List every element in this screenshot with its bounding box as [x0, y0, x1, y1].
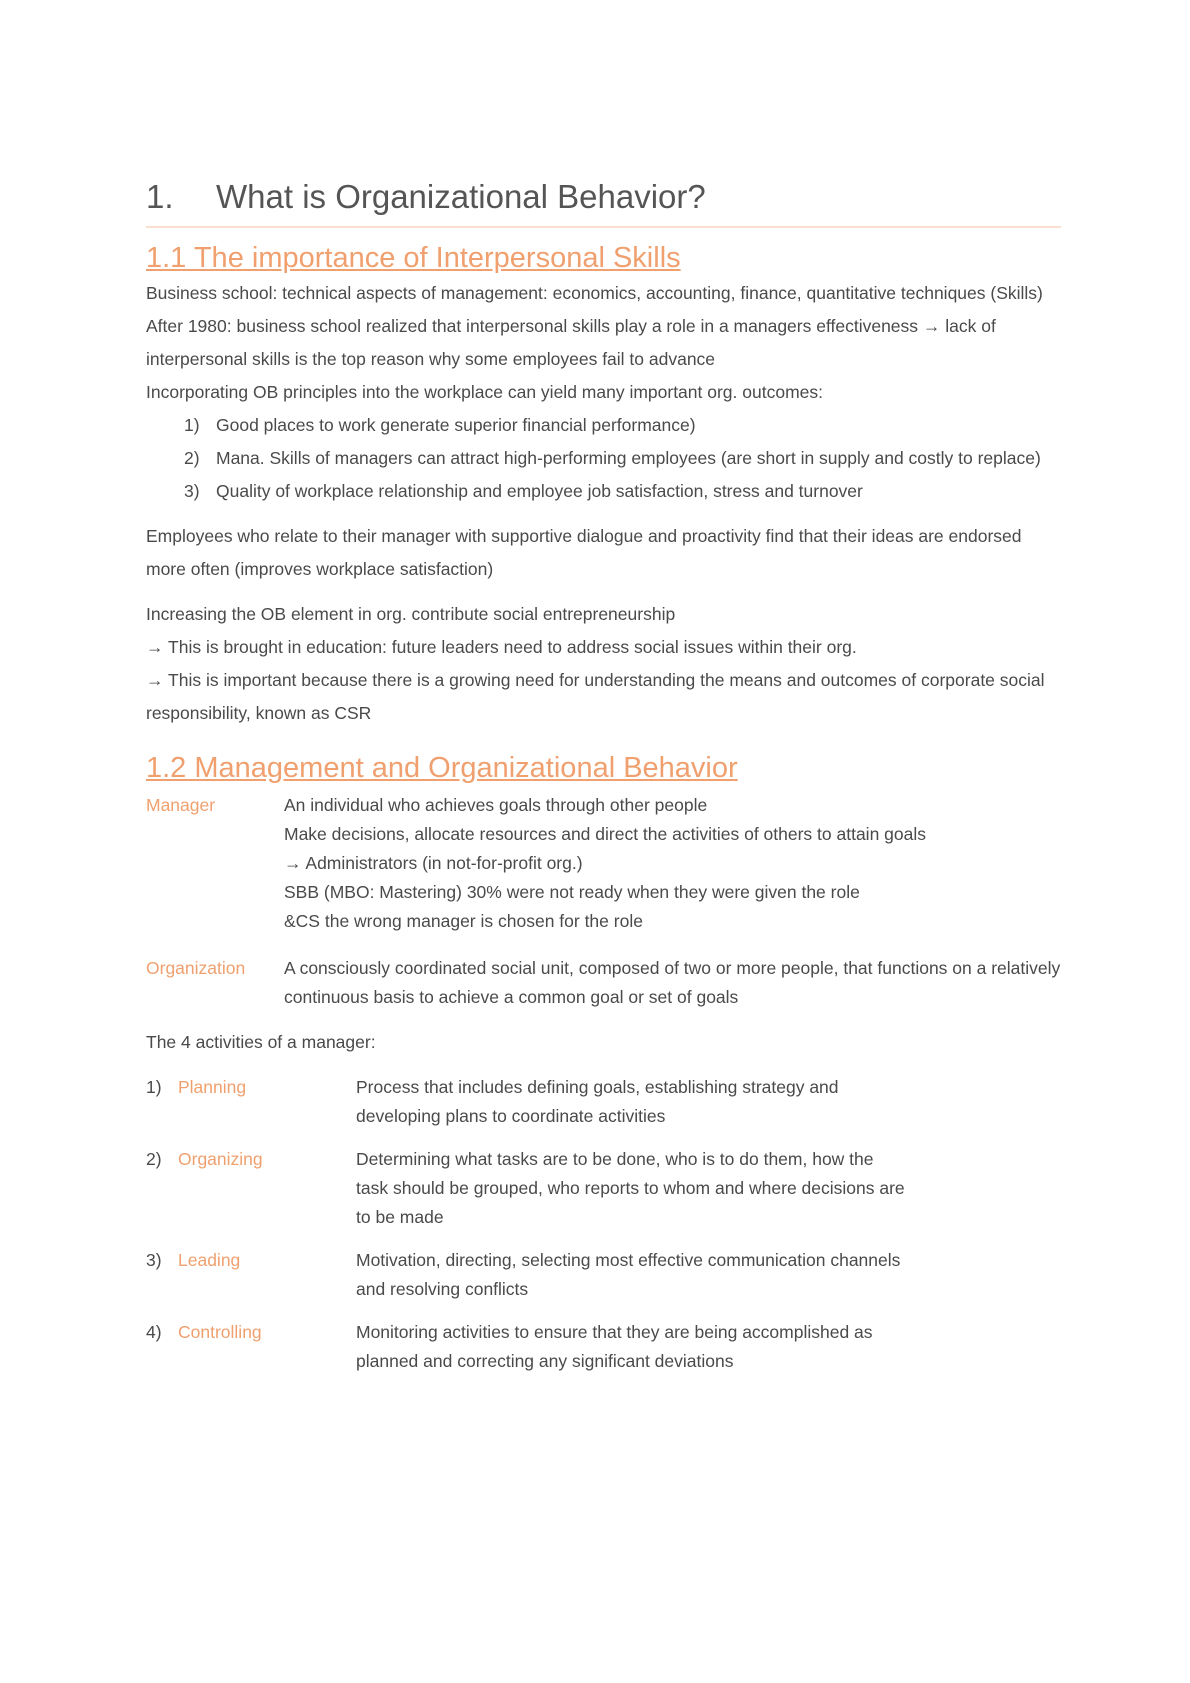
page-content [146, 178, 1061, 1376]
definition-manager [146, 791, 1061, 936]
definition-line: Make decisions, allocate resources and direct the activities of others to attain goals [284, 824, 927, 844]
function-term: Planning [178, 1077, 247, 1097]
chapter-title: What is Organizational Behavior? [216, 178, 706, 215]
function-term: Organizing [178, 1149, 263, 1169]
definition-term: Organization [146, 958, 246, 978]
definition-line: SBB (MBO: Mastering) 30% were not ready when they were given the role [284, 882, 860, 902]
section-heading-management-ob: 1.2 Management and Organizational Behavior [146, 752, 738, 784]
chapter-number: 1. [146, 178, 174, 215]
function-term: Leading [178, 1250, 241, 1270]
list-item: 2) Mana. Skills of managers can attract high-performing employees (are short in supply and costly to replace) [184, 448, 1041, 468]
paragraph: Employees who relate to their manager with supportive dialogue and proactivity find that their ideas are endorsed more often (improves workplace satisfaction) [146, 526, 1022, 579]
paragraph: Incorporating OB principles into the workplace can yield many important org. outcomes: [146, 382, 823, 402]
function-controlling: 4) Controlling Monitoring activities to ensure that they are being accomplished as planned and correcting any significant deviations [146, 1318, 1061, 1376]
paragraph: Increasing the OB element in org. contribute social entrepreneurship [146, 604, 676, 624]
definition-term: Manager [146, 795, 216, 815]
definition-line: → Administrators (in not-for-profit org.) [284, 853, 583, 873]
definition-line: &CS the wrong manager is chosen for the role [284, 911, 643, 931]
section-heading-interpersonal-skills: 1.1 The importance of Interpersonal Skills [146, 242, 681, 274]
paragraph: → This is brought in education: future leaders need to address social issues within their org. [146, 637, 857, 657]
function-organizing: 2) Organizing Determining what tasks are to be done, who is to do them, how the task should be grouped, who reports to whom and where decisions are to be made [146, 1145, 1061, 1232]
list-item: 1) Good places to work generate superior financial performance) [184, 415, 696, 435]
outcomes-list [146, 409, 1061, 508]
paragraph: → This is important because there is a growing need for understanding the means and outcomes of corporate social responsibility, known as CSR [146, 670, 1045, 723]
definition-line: A consciously coordinated social unit, composed of two or more people, that functions on a relatively continuous basis to achieve a common goal or set of goals [284, 958, 1061, 1007]
definition-organization [146, 954, 1061, 1012]
chapter-heading [146, 178, 1061, 228]
functions-intro: The 4 activities of a manager: [146, 1032, 376, 1052]
paragraph: Business school: technical aspects of management: economics, accounting, finance, quantitative techniques (Skills) [146, 283, 1043, 303]
list-item: 3) Quality of workplace relationship and employee job satisfaction, stress and turnover [184, 481, 863, 501]
function-planning: 1) Planning Process that includes defining goals, establishing strategy and developing plans to coordinate activities [146, 1073, 1061, 1131]
function-leading: 3) Leading Motivation, directing, selecting most effective communication channels and resolving conflicts [146, 1246, 1061, 1304]
function-term: Controlling [178, 1322, 262, 1342]
definition-line: An individual who achieves goals through other people [284, 795, 708, 815]
paragraph: After 1980: business school realized that interpersonal skills play a role in a managers effectiveness → lack of interpersonal skills is the top reason why some employees fail to advance [146, 316, 996, 369]
